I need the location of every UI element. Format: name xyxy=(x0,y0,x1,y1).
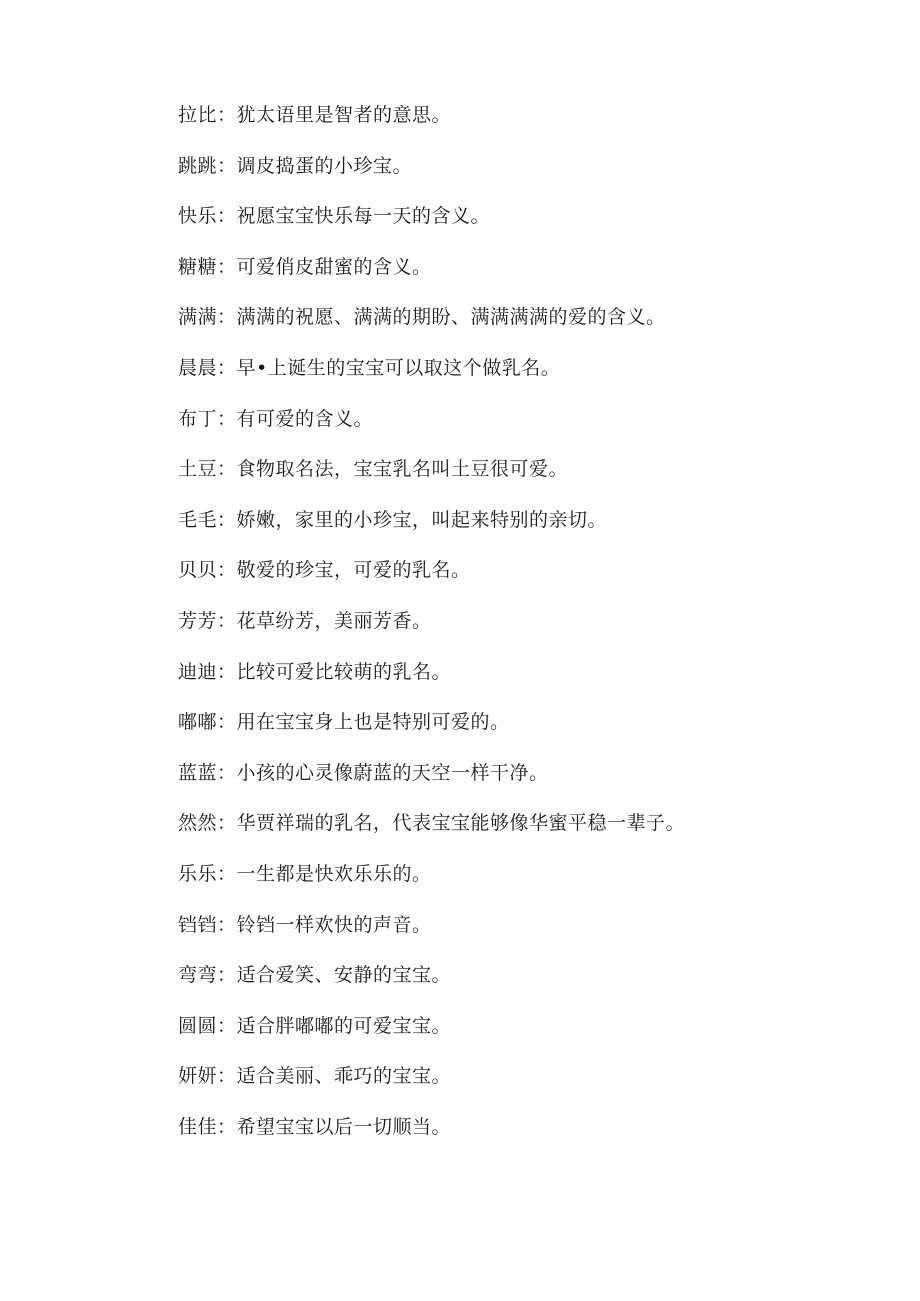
list-item: 乐乐：一生都是快欢乐乐的。 xyxy=(178,862,432,885)
list-item: 拉比：犹太语里是智者的意思。 xyxy=(178,104,452,126)
list-item: 糖糖：可爱俏皮甜蜜的含义。 xyxy=(178,255,432,278)
list-item: 芳芳：花草纷芳，美丽芳香。 xyxy=(178,609,432,632)
list-item: 贝贝：敬爱的珍宝，可爱的乳名。 xyxy=(178,559,471,582)
list-item: 弯弯：适合爱笑、安静的宝宝。 xyxy=(178,964,452,987)
list-item: 晨晨：早•上诞生的宝宝可以取这个做乳名。 xyxy=(178,356,561,379)
list-item: 布丁：有可爱的含义。 xyxy=(178,407,374,430)
list-item: 圆圆：适合胖嘟嘟的可爱宝宝。 xyxy=(178,1014,452,1037)
list-item: 妍妍：适合美丽、乖巧的宝宝。 xyxy=(178,1065,452,1088)
list-item: 蓝蓝：小孩的心灵像蔚蓝的天空一样干净。 xyxy=(178,761,549,784)
list-item: 嘟嘟：用在宝宝身上也是特别可爱的。 xyxy=(178,711,510,734)
list-item: 毛毛：娇嫩，家里的小珍宝，叫起来特别的亲切。 xyxy=(178,508,608,531)
list-item: 满满：满满的祝愿、满满的期盼、满满满满的爱的含义。 xyxy=(178,306,666,329)
list-item: 迪迪：比较可爱比较萌的乳名。 xyxy=(178,660,452,683)
list-item: 快乐：祝愿宝宝快乐每一天的含义。 xyxy=(178,205,491,228)
list-item: 土豆：食物取名法，宝宝乳名叫土豆很可爱。 xyxy=(178,458,569,481)
list-item: 铛铛：铃铛一样欢快的声音。 xyxy=(178,913,432,936)
list-item: 然然：华贾祥瑞的乳名，代表宝宝能够像华蜜平稳一辈子。 xyxy=(178,812,686,835)
list-item: 跳跳：调皮捣蛋的小珍宝。 xyxy=(178,154,413,177)
list-item: 佳佳：希望宝宝以后一切顺当。 xyxy=(178,1115,452,1138)
nickname-list xyxy=(178,100,878,1162)
